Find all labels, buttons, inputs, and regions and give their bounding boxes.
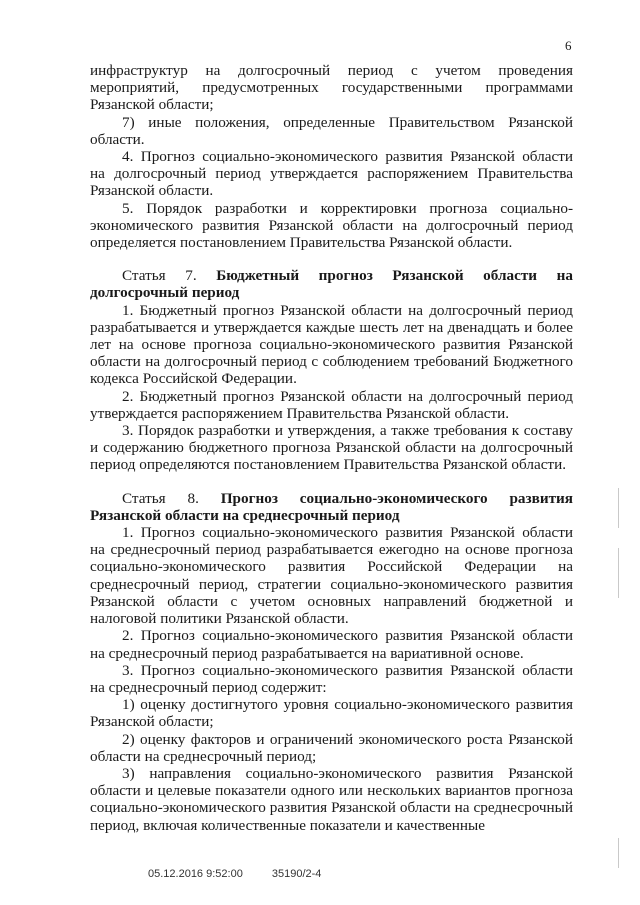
article-7-title: Бюджетный прогноз Рязанской области на долгосрочный период: [90, 267, 573, 302]
scan-artifact-line: [618, 838, 619, 868]
document-body: [90, 62, 573, 834]
paragraph: 1) оценку достигнутого уровня социально-экономического развития Рязанской области;: [90, 696, 573, 731]
article-7-prefix: Статья 7.: [122, 267, 217, 285]
article-8-title: Прогноз социально-экономического развития Рязанской области на среднесрочный период: [90, 489, 573, 524]
footer-timestamp: 05.12.2016 9:52:00: [148, 868, 243, 880]
article-7-heading: [90, 267, 573, 301]
paragraph: 2. Прогноз социально-экономического развития Рязанской области на среднесрочный период разрабатывается на вариативной основе.: [90, 627, 573, 662]
paragraph: 5. Порядок разработки и корректировки прогноза социально-экономического развития Рязанской области на долгосрочный период определяется постановлением Правительства Рязанской области.: [90, 199, 573, 252]
paragraph: 1. Прогноз социально-экономического развития Рязанской области на среднесрочный период разрабатывается ежегодно на основе прогноза социально-экономического развития Российской Федерации на среднесрочный период, стратегии социально-экономического развития Рязанской области с учетом основных направлений бюджетной и налоговой политики Рязанской области.: [90, 524, 573, 628]
footer-doc-code: 35190/2-4: [271, 868, 322, 880]
paragraph: 1. Бюджетный прогноз Рязанской области на долгосрочный период разрабатывается и утверждается каждые шесть лет на двенадцать и более лет на основе прогноза социально-экономического развития Рязанской области на долгосрочный период с соблюдением требований Бюджетного кодекса Российской Федерации.: [90, 301, 573, 388]
paragraph: 3. Прогноз социально-экономического развития Рязанской области на среднесрочный период содержит:: [90, 661, 573, 696]
paragraph: 3) направления социально-экономического развития Рязанской области и целевые показатели одного или нескольких вариантов прогноза социально-экономического развития Рязанской области на среднесрочный период, включая количественные показатели и качественные: [90, 764, 573, 834]
page-number: 6: [565, 38, 572, 53]
paragraph: 4. Прогноз социально-экономического развития Рязанской области на долгосрочный период утверждается распоряжением Правительства Рязанской области.: [90, 148, 573, 200]
paragraph: инфраструктур на долгосрочный период с учетом проведения мероприятий, предусмотренных государственными программами Рязанской области;: [90, 62, 573, 114]
scan-artifact-line: [618, 548, 619, 598]
scan-artifact-line: [618, 488, 619, 528]
paragraph: 2) оценку факторов и ограничений экономического роста Рязанской области на среднесрочный период;: [90, 730, 573, 765]
paragraph: 2. Бюджетный прогноз Рязанской области на долгосрочный период утверждается распоряжением Правительства Рязанской области.: [90, 387, 573, 422]
footer: [148, 868, 347, 880]
paragraph: 7) иные положения, определенные Правительством Рязанской области.: [90, 113, 573, 148]
paragraph: 3. Порядок разработки и утверждения, а также требования к составу и содержанию бюджетного прогноза Рязанской области на долгосрочный период определяются постановлением Правительства Рязанской области.: [90, 422, 573, 474]
article-8-prefix: Статья 8.: [122, 489, 221, 507]
article-8-heading: [90, 490, 573, 524]
